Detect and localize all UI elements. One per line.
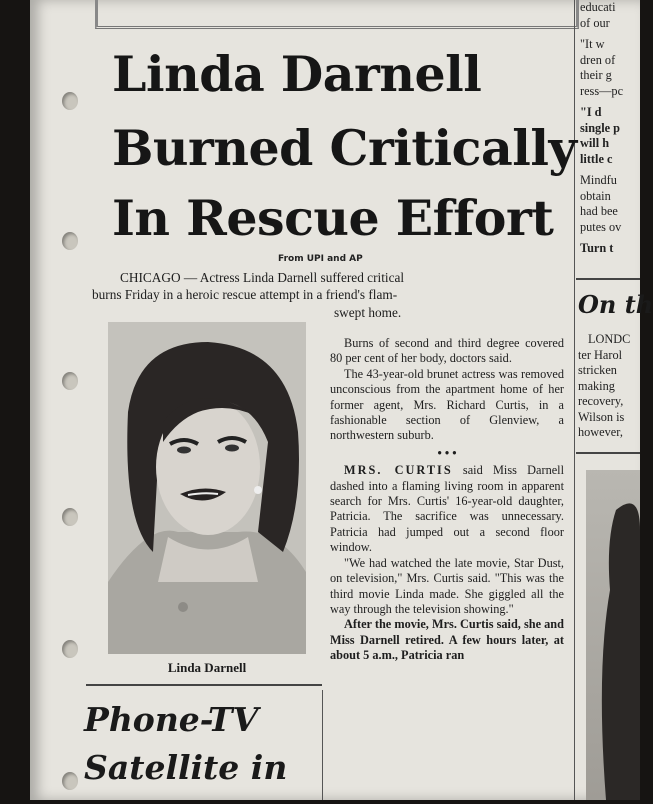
text-line: "I d bbox=[580, 105, 602, 119]
right-column-rule bbox=[576, 452, 640, 454]
second-headline-line-2: Satellite in bbox=[84, 748, 288, 787]
byline: From UPI and AP bbox=[278, 254, 363, 264]
punch-hole bbox=[62, 232, 78, 250]
headline-line-2: Burned Critically bbox=[112, 119, 577, 177]
right-column-heading: On th bbox=[578, 290, 653, 319]
text-line: ress—pc bbox=[580, 83, 624, 98]
paragraph-text: said Miss Darnell dashed into a flaming living room in apparent search for Mrs. Curtis' 16-year-old daughter, Patricia. The sacrifice was unnecessary. Patricia had jumped out a second floor window. bbox=[330, 463, 565, 555]
text-line: Turn t bbox=[580, 241, 614, 255]
paragraph: Burns of second and third degree covered 80 per cent of her body, doctors said. bbox=[330, 336, 564, 366]
text-line: dren of bbox=[580, 52, 616, 67]
headline-line-1: Linda Darnell bbox=[112, 45, 482, 103]
text-line: ter Harol bbox=[578, 347, 623, 362]
punch-hole bbox=[62, 772, 78, 790]
right-photo bbox=[586, 470, 640, 800]
text-line: Wilson is bbox=[578, 409, 625, 424]
text-line: Mindfu bbox=[580, 173, 617, 187]
second-headline-line-1: Phone-TV bbox=[84, 700, 259, 739]
text-line: recovery, bbox=[578, 394, 624, 408]
punch-hole bbox=[62, 92, 78, 110]
text-line: however, bbox=[578, 425, 623, 439]
text-line: will h bbox=[580, 136, 610, 150]
text-line: of our bbox=[580, 15, 610, 30]
text-line: little c bbox=[580, 151, 613, 166]
paragraph bbox=[330, 463, 564, 555]
text-line: their g bbox=[580, 68, 612, 82]
paragraph: The 43-year-old brunet actress was removed unconscious from the apartment home of her former agent, Mrs. Richard Curtis, in a fashionable section of Glenview, a northwestern suburb. bbox=[330, 366, 564, 443]
punch-hole bbox=[62, 372, 78, 390]
right-column-text bbox=[580, 0, 623, 257]
text-line: had bee bbox=[580, 204, 618, 218]
text-line: educati bbox=[580, 0, 616, 14]
punch-hole bbox=[62, 640, 78, 658]
text-line: stricken bbox=[578, 363, 617, 377]
text-line: making bbox=[578, 378, 615, 393]
portrait-photo bbox=[108, 322, 306, 654]
photo-caption: Linda Darnell bbox=[167, 660, 247, 675]
lead-line-3: swept home. bbox=[334, 305, 402, 320]
text-line: putes ov bbox=[580, 219, 622, 234]
right-column-text-lower bbox=[578, 332, 630, 441]
right-photo-illustration bbox=[586, 470, 640, 800]
article-column bbox=[330, 336, 564, 664]
paragraph: "We had watched the late movie, Star Dust, on television," Mrs. Curtis said. "This was the third movie Linda made. She giggled all the way through the television showing." bbox=[330, 555, 564, 616]
lead-line-2: burns Friday in a heroic rescue attempt in a friend's flam- bbox=[92, 287, 398, 302]
paragraph: After the movie, Mrs. Curtis said, she and Miss Darnell retired. A few hours later, at about 5 a.m., Patricia ran bbox=[330, 617, 564, 663]
punch-hole bbox=[62, 508, 78, 526]
text-line: single p bbox=[580, 120, 620, 135]
headline-line-3: In Rescue Effort bbox=[112, 189, 554, 247]
text-line: "It w bbox=[580, 37, 605, 51]
paragraph-lead-in: MRS. CURTIS bbox=[344, 463, 453, 478]
column-rule bbox=[322, 690, 323, 800]
section-rule bbox=[86, 684, 322, 686]
lead-line-1: CHICAGO — Actress Linda Darnell suffered critical bbox=[120, 270, 405, 285]
text-line: LONDC bbox=[588, 332, 631, 346]
top-border-box bbox=[95, 0, 579, 29]
right-column-rule bbox=[576, 278, 640, 280]
section-dots: • • • bbox=[437, 445, 457, 460]
portrait-illustration bbox=[108, 322, 306, 654]
text-line: obtain bbox=[580, 188, 611, 203]
